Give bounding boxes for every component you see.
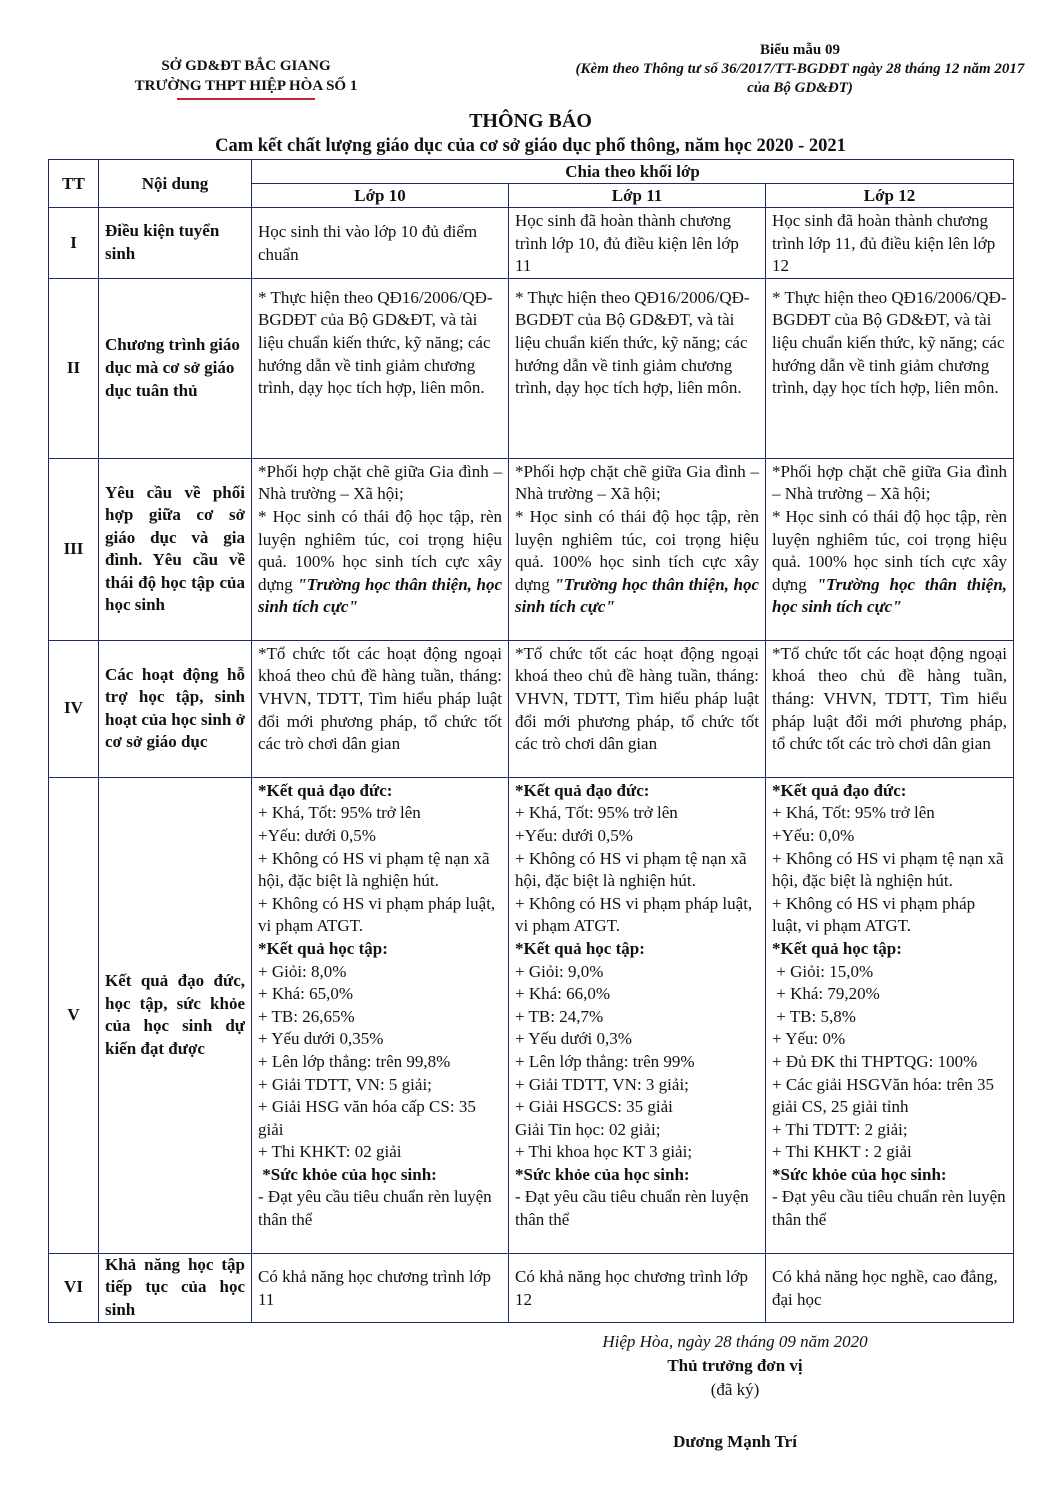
table-row <box>49 1253 1014 1322</box>
cell-text: + Giỏi: 15,0% + Khá: 79,20% + TB: 5,8% + Yếu: 0% + Đủ ĐK thi THPTQG: 100% + Các giải HSGVăn hóa: trên 35 giải CS, 25 giải tỉnh + Thi TDTT: 2 giải; + Thi KHKT : 2 giải <box>772 961 995 1162</box>
signed-note: (đã ký) <box>710 1380 760 1399</box>
grade-10-cell <box>252 777 509 1253</box>
table-row <box>49 777 1014 1253</box>
place-date: Hiệp Hòa, ngày 28 tháng 09 năm 2020 <box>602 1332 868 1351</box>
grade-12-cell: * Thực hiện theo QĐ16/2006/QĐ-BGDĐT của Bộ GD&ĐT, và tài liệu chuẩn kiến thức, kỹ năng; các hướng dẫn về tinh giảm chương trình, dạy học tích hợp, liên môn. <box>766 278 1014 458</box>
issuer-block <box>96 56 396 100</box>
table-row <box>49 208 1014 279</box>
cell-text: + Giỏi: 8,0% + Khá: 65,0% + TB: 26,65% + Yếu dưới 0,35% + Lên lớp thẳng: trên 99,8% + Giải TDTT, VN: 5 giải; + Giải HSG văn hóa cấp CS: 35 giải + Thi KHKT: 02 giải <box>258 961 476 1162</box>
row-content: Kết quả đạo đức, học tập, sức khỏe của học sinh dự kiến đạt được <box>99 777 252 1253</box>
row-content: Các hoạt động hỗ trợ học tập, sinh hoạt của học sinh ở cơ sở giáo dục <box>99 640 252 777</box>
table-header-row <box>49 160 1014 184</box>
grade-10-cell: Có khả năng học chương trình lớp 11 <box>252 1253 509 1322</box>
grade-10-cell: * Thực hiện theo QĐ16/2006/QĐ-BGDĐT của Bộ GD&ĐT, và tài liệu chuẩn kiến thức, kỹ năng; các hướng dẫn về tinh giảm chương trình, dạy học tích hợp, liên môn. <box>252 278 509 458</box>
cell-slogan: "Trường học thân thiện, học sinh tích cực" <box>515 574 760 617</box>
cell-heading: *Kết quả đạo đức: <box>772 780 907 800</box>
grade-11-cell <box>509 777 766 1253</box>
row-number: III <box>49 458 99 640</box>
cell-text: + Khá, Tốt: 95% trở lên +Yếu: 0,0% + Không có HS vi phạm tệ nạn xã hội, đặc biệt là nghiện hút. + Không có HS vi phạm pháp luật, vi phạm ATGT. <box>772 803 1004 936</box>
cell-slogan: "Trường học thân thiện, học sinh tích cực" <box>258 574 503 617</box>
cell-text: *Phối hợp chặt chẽ giữa Gia đình – Nhà trường – Xã hội; * Học sinh có thái độ học tập, rèn luyện nghiêm túc, coi trọng hiệu quả. 100% học sinh tích cực xây dựng <box>515 461 759 594</box>
table-row <box>49 458 1014 640</box>
document-subtitle: Cam kết chất lượng giáo dục của cơ sở giáo dục phổ thông, năm học 2020 - 2021 <box>215 136 846 156</box>
cell-heading: *Kết quả học tập: <box>515 938 645 958</box>
signer-role: Thủ trưởng đơn vị <box>667 1356 803 1375</box>
school-name: TRƯỜNG THPT HIỆP HÒA SỐ 1 <box>134 78 358 94</box>
row-content: Yêu cầu về phối hợp giữa cơ sở giáo dục và gia đình. Yêu cầu về thái độ học tập của học sinh <box>99 458 252 640</box>
cell-text: - Đạt yêu cầu tiêu chuẩn rèn luyện thân thể <box>772 1187 1006 1230</box>
header-grade-11: Lớp 11 <box>509 184 766 208</box>
grade-10-cell: Học sinh thi vào lớp 10 đủ điểm chuẩn <box>252 208 509 279</box>
grade-10-cell: *Tổ chức tốt các hoạt động ngoại khoá theo chủ đề hàng tuần, tháng: VHVN, TDTT, Tìm hiểu pháp luật đổi mới phương pháp, tổ chức tốt các trò chơi dân gian <box>252 640 509 777</box>
header-content: Nội dung <box>99 160 252 208</box>
row-content: Chương trình giáo dục mà cơ sở giáo dục tuân thủ <box>99 278 252 458</box>
grade-11-cell: Có khả năng học chương trình lớp 12 <box>509 1253 766 1322</box>
row-number: II <box>49 278 99 458</box>
cell-text: + Khá, Tốt: 95% trở lên +Yếu: dưới 0,5% + Không có HS vi phạm tệ nạn xã hội, đặc biệt là nghiện hút. + Không có HS vi phạm pháp luật, vi phạm ATGT. <box>515 803 753 936</box>
cell-text: - Đạt yêu cầu tiêu chuẩn rèn luyện thân thể <box>258 1187 492 1230</box>
grade-10-cell <box>252 458 509 640</box>
table-row <box>49 278 1014 458</box>
row-number: VI <box>49 1253 99 1322</box>
form-label: Biểu mẫu 09 <box>759 42 840 58</box>
cell-heading: *Kết quả học tập: <box>772 938 902 958</box>
header-grade-12: Lớp 12 <box>766 184 1014 208</box>
cell-heading: *Sức khỏe của học sinh: <box>258 1164 437 1184</box>
signer-name: Dương Mạnh Trí <box>673 1432 797 1451</box>
row-number: IV <box>49 640 99 777</box>
grade-12-cell: Có khả năng học nghề, cao đẳng, đại học <box>766 1253 1014 1322</box>
cell-heading: *Kết quả đạo đức: <box>258 780 393 800</box>
grade-11-cell: Học sinh đã hoàn thành chương trình lớp 10, đủ điều kiện lên lớp 11 <box>509 208 766 279</box>
grade-12-cell <box>766 458 1014 640</box>
row-content: Điều kiện tuyển sinh <box>99 208 252 279</box>
header-grade-10: Lớp 10 <box>252 184 509 208</box>
grade-12-cell: Học sinh đã hoàn thành chương trình lớp 11, đủ điều kiện lên lớp 12 <box>766 208 1014 279</box>
grade-11-cell: * Thực hiện theo QĐ16/2006/QĐ-BGDĐT của Bộ GD&ĐT, và tài liệu chuẩn kiến thức, kỹ năng; các hướng dẫn về tinh giảm chương trình, dạy học tích hợp, liên môn. <box>509 278 766 458</box>
table-row <box>49 640 1014 777</box>
grade-11-cell: *Tổ chức tốt các hoạt động ngoại khoá theo chủ đề hàng tuần, tháng: VHVN, TDTT, Tìm hiểu pháp luật đổi mới phương pháp, tổ chức tốt các trò chơi dân gian <box>509 640 766 777</box>
department-name: SỞ GD&ĐT BẮC GIANG <box>161 58 331 74</box>
form-note: (Kèm theo Thông tư số 36/2017/TT-BGDĐT ngày 28 tháng 12 năm 2017 của Bộ GD&ĐT) <box>575 61 1025 96</box>
cell-heading: *Kết quả đạo đức: <box>515 780 650 800</box>
cell-text: - Đạt yêu cầu tiêu chuẩn rèn luyện thân thể <box>515 1187 749 1230</box>
school-underline <box>177 98 315 100</box>
grade-11-cell <box>509 458 766 640</box>
cell-text: + Giỏi: 9,0% + Khá: 66,0% + TB: 24,7% + Yếu dưới 0,3% + Lên lớp thẳng: trên 99% + Giải TDTT, VN: 3 giải; + Giải HSGCS: 35 giải Giải Tin học: 02 giải; + Thi khoa học KT 3 giải; <box>515 961 695 1162</box>
cell-text: *Phối hợp chặt chẽ giữa Gia đình – Nhà trường – Xã hội; * Học sinh có thái độ học tập, rèn luyện nghiêm túc, coi trọng hiệu quả. 100% học sinh tích cực xây dựng <box>258 461 502 594</box>
header-grade-group: Chia theo khối lớp <box>252 160 1014 184</box>
cell-slogan: "Trường học thân thiện, học sinh tích cực" <box>772 574 1008 617</box>
commitment-table <box>48 159 1014 1323</box>
row-content: Khả năng học tập tiếp tục của học sinh <box>99 1253 252 1322</box>
header-tt: TT <box>49 160 99 208</box>
cell-heading: *Sức khỏe của học sinh: <box>515 1164 690 1184</box>
grade-12-cell <box>766 777 1014 1253</box>
row-number: V <box>49 777 99 1253</box>
form-reference-block <box>540 41 1060 98</box>
document-title: THÔNG BÁO <box>469 110 592 132</box>
cell-text: + Khá, Tốt: 95% trở lên +Yếu: dưới 0,5% + Không có HS vi phạm tệ nạn xã hội, đặc biệt là nghiện hút. + Không có HS vi phạm pháp luật, vi phạm ATGT. <box>258 803 496 936</box>
row-number: I <box>49 208 99 279</box>
grade-12-cell: *Tổ chức tốt các hoạt động ngoại khoá theo chủ đề hàng tuần, tháng: VHVN, TDTT, Tìm hiểu pháp luật đổi mới phương pháp, tổ chức tốt các trò chơi dân gian <box>766 640 1014 777</box>
cell-heading: *Kết quả học tập: <box>258 938 388 958</box>
cell-text: *Phối hợp chặt chẽ giữa Gia đình – Nhà trường – Xã hội; * Học sinh có thái độ học tập, rèn luyện nghiêm túc, coi trọng hiệu quả. 100% học sinh tích cực xây dựng <box>772 461 1008 594</box>
cell-heading: *Sức khỏe của học sinh: <box>772 1164 947 1184</box>
